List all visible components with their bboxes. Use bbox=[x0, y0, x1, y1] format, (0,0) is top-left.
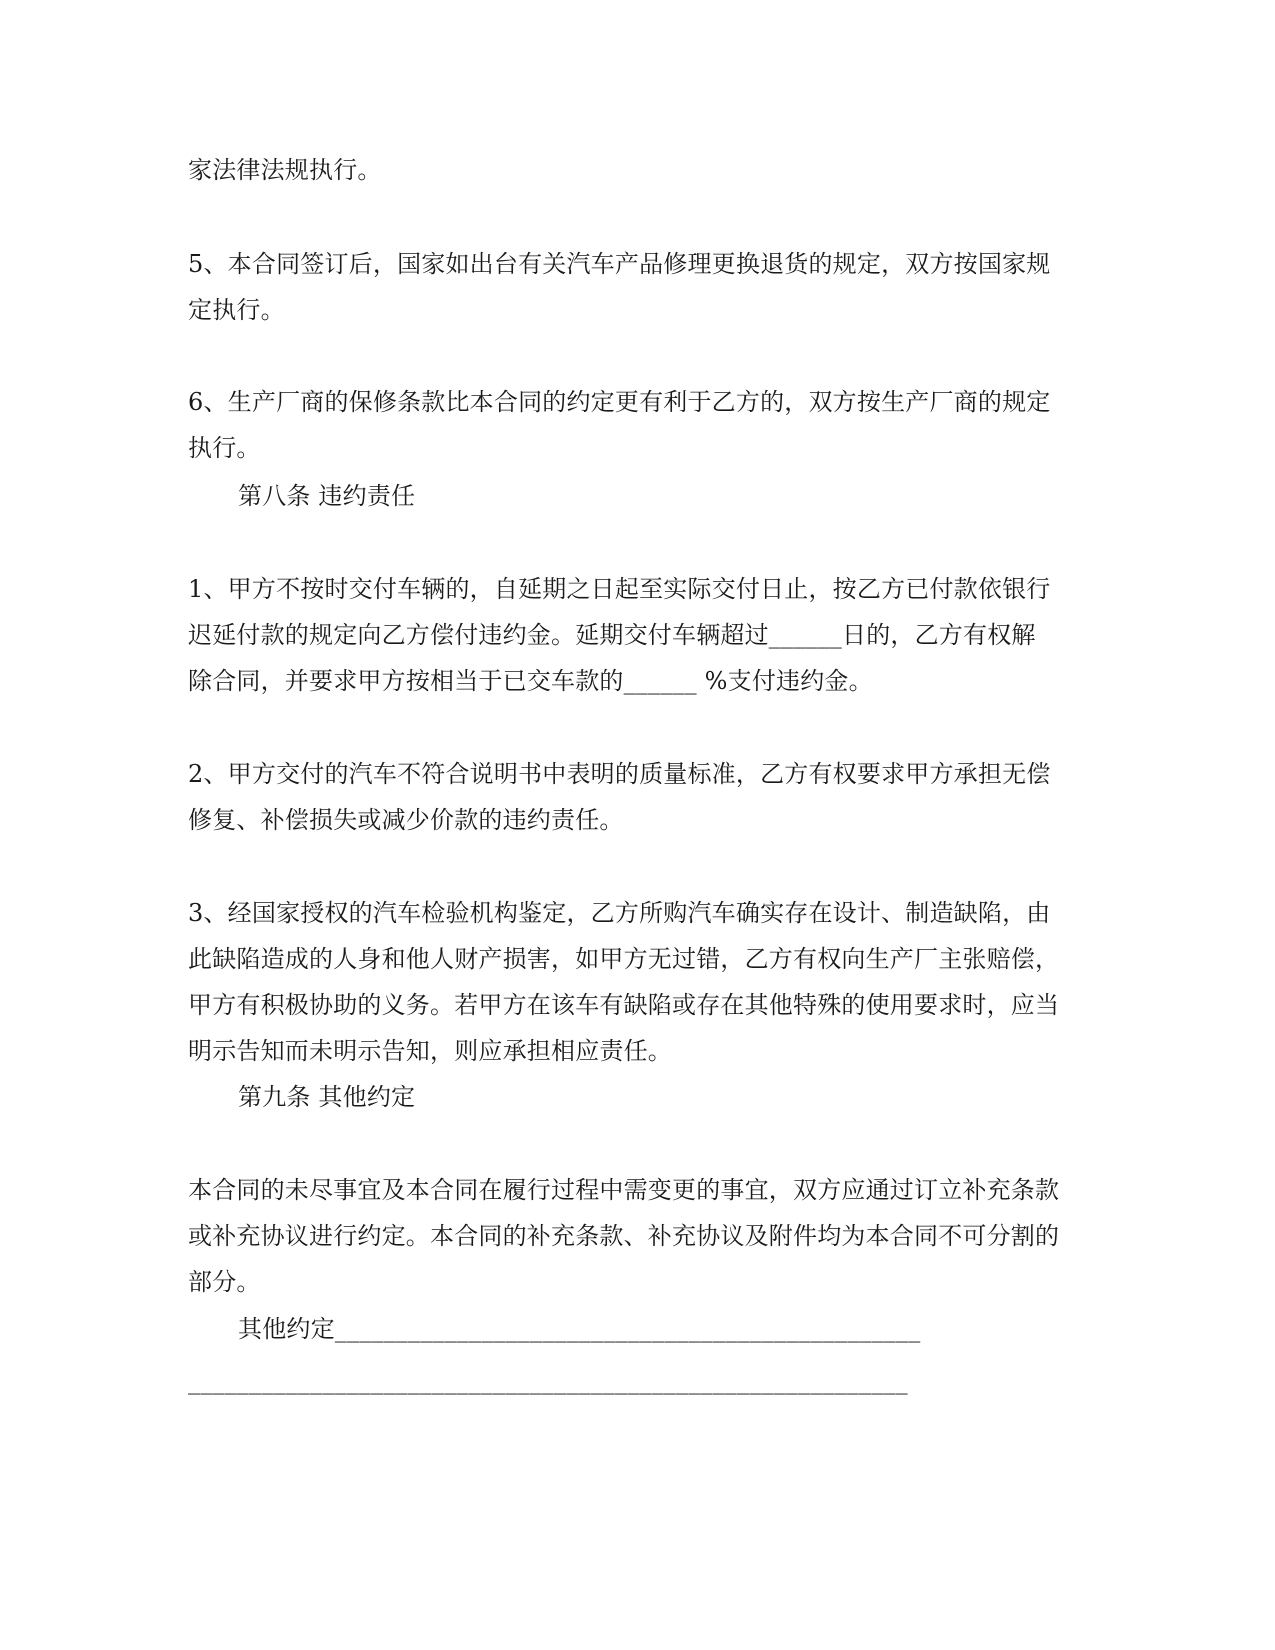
clause-5-line-2: 定执行。 bbox=[188, 296, 285, 324]
other-agreements-blank-line: 其他约定________________________________________________ bbox=[238, 1315, 921, 1343]
clause-8-3-line-1: 3、经国家授权的汽车检验机构鉴定，乙方所购汽车确实存在设计、制造缺陷，由 bbox=[188, 899, 1051, 927]
section-heading-article-8: 第八条 违约责任 bbox=[238, 482, 416, 510]
clause-8-3-line-3: 甲方有积极协助的义务。若甲方在该车有缺陷或存在其他特殊的使用要求时，应当 bbox=[188, 991, 1060, 1019]
clause-8-3-line-2: 此缺陷造成的人身和他人财产损害，如甲方无过错，乙方有权向生产厂主张赔偿， bbox=[188, 945, 1060, 973]
blank-underline: ___________________________________________________________ bbox=[188, 1367, 908, 1395]
clause-8-2-line-2: 修复、补偿损失或减少价款的违约责任。 bbox=[188, 806, 624, 834]
clause-8-3-line-4: 明示告知而未明示告知，则应承担相应责任。 bbox=[188, 1037, 672, 1065]
article-9-line-3: 部分。 bbox=[188, 1268, 261, 1296]
clause-5-line-1: 5、本合同签订后，国家如出台有关汽车产品修理更换退货的规定，双方按国家规 bbox=[188, 250, 1051, 278]
article-9-line-2: 或补充协议进行约定。本合同的补充条款、补充协议及附件均为本合同不可分割的 bbox=[188, 1222, 1060, 1250]
clause-8-1-line-2: 迟延付款的规定向乙方偿付违约金。延期交付车辆超过______日的，乙方有权解 bbox=[188, 621, 1036, 649]
clause-6-line-1: 6、生产厂商的保修条款比本合同的约定更有利于乙方的，双方按生产厂商的规定 bbox=[188, 388, 1051, 416]
clause-8-2-line-1: 2、甲方交付的汽车不符合说明书中表明的质量标准，乙方有权要求甲方承担无偿 bbox=[188, 760, 1051, 788]
article-9-line-1: 本合同的未尽事宜及本合同在履行过程中需变更的事宜，双方应通过订立补充条款 bbox=[188, 1176, 1060, 1204]
text-line: 家法律法规执行。 bbox=[188, 156, 382, 184]
clause-6-line-2: 执行。 bbox=[188, 434, 261, 462]
section-heading-article-9: 第九条 其他约定 bbox=[238, 1083, 416, 1111]
clause-8-1-line-3: 除合同，并要求甲方按相当于已交车款的______ %支付违约金。 bbox=[188, 667, 873, 695]
clause-8-1-line-1: 1、甲方不按时交付车辆的，自延期之日起至实际交付日止，按乙方已付款依银行 bbox=[188, 575, 1051, 603]
